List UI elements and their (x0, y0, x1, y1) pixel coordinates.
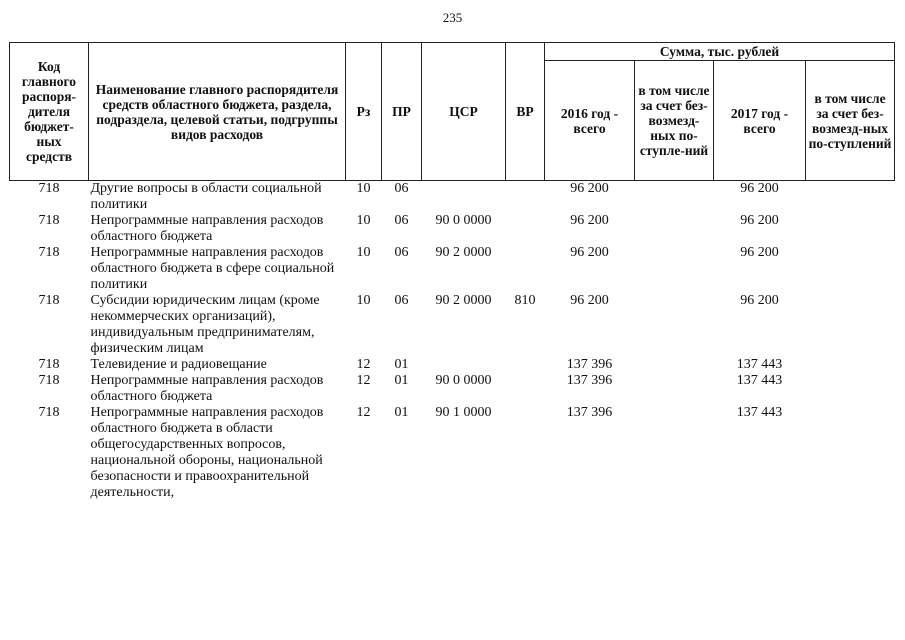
cell-2016-gratuitous (635, 373, 714, 405)
cell-2017-gratuitous (806, 293, 895, 357)
header-2016-gratuitous: в том числе за счет без-возмезд-ных по-ступле-ний (635, 61, 714, 181)
cell-vr (506, 245, 545, 293)
cell-csr: 90 0 0000 (435, 213, 492, 228)
cell-2016-total: 96 200 (570, 213, 609, 228)
header-2017-total: 2017 год - всего (714, 61, 806, 181)
table-row (10, 357, 895, 373)
cell-csr: 90 0 0000 (435, 373, 492, 388)
cell-pr: 01 (394, 357, 409, 372)
header-2016-total: 2016 год - всего (545, 61, 635, 181)
cell-rz: 10 (356, 245, 371, 260)
cell-pr: 06 (394, 181, 409, 196)
cell-pr: 06 (394, 245, 409, 260)
cell-name: Непрограммные направления расходов областного бюджета (90, 213, 324, 244)
cell-2017-total: 96 200 (740, 293, 779, 308)
cell-vr (506, 357, 545, 373)
cell-csr: 90 2 0000 (435, 245, 492, 260)
table-row (10, 245, 895, 293)
cell-pr: 06 (394, 213, 409, 228)
cell-2016-total: 137 396 (566, 405, 613, 420)
cell-rz: 12 (356, 373, 371, 388)
header-code: Код главного распоря-дителя бюджет-ных средств (10, 43, 89, 181)
cell-2017-total: 96 200 (740, 245, 779, 260)
cell-2016-total: 96 200 (570, 245, 609, 260)
header-2017-gratuitous: в том числе за счет без-возмезд-ных по-ступлений (806, 61, 895, 181)
cell-code: 718 (38, 181, 60, 196)
cell-name: Телевидение и радиовещание (90, 357, 267, 372)
cell-name: Непрограммные направления расходов областного бюджета в области общегосударственных вопросов, национальной обороны, национальной безопасности и правоохранительной деятельности, (90, 405, 324, 500)
header-name: Наименование главного распорядителя средств областного бюджета, раздела, подраздела, целевой статьи, подгруппы видов расходов (89, 43, 346, 181)
cell-2017-gratuitous (806, 245, 895, 293)
header-csr: ЦСР (422, 43, 506, 181)
cell-2016-total: 137 396 (566, 373, 613, 388)
page-number: 235 (442, 10, 463, 25)
cell-code: 718 (38, 245, 60, 260)
cell-csr (422, 357, 506, 373)
cell-pr: 01 (394, 373, 409, 388)
cell-2017-total: 96 200 (740, 213, 779, 228)
cell-code: 718 (38, 293, 60, 308)
cell-vr (506, 405, 545, 501)
header-rz: Рз (346, 43, 382, 181)
cell-vr (506, 373, 545, 405)
cell-2017-gratuitous (806, 405, 895, 501)
cell-name: Непрограммные направления расходов областного бюджета в сфере социальной политики (90, 245, 335, 292)
cell-code: 718 (38, 213, 60, 228)
cell-2016-gratuitous (635, 405, 714, 501)
cell-rz: 12 (356, 405, 371, 420)
cell-2017-total: 96 200 (740, 181, 779, 196)
cell-2016-total: 96 200 (570, 181, 609, 196)
table-row (10, 373, 895, 405)
cell-2017-gratuitous (806, 357, 895, 373)
cell-rz: 12 (356, 357, 371, 372)
table-row (10, 181, 895, 214)
cell-2017-total: 137 443 (736, 405, 783, 420)
cell-2016-total: 137 396 (566, 357, 613, 372)
cell-2016-gratuitous (635, 245, 714, 293)
header-sum-group: Сумма, тыс. рублей (545, 43, 895, 61)
cell-code: 718 (38, 357, 60, 372)
cell-code: 718 (38, 373, 60, 388)
table-row (10, 293, 895, 357)
cell-csr (422, 181, 506, 214)
cell-rz: 10 (356, 213, 371, 228)
budget-table (9, 42, 895, 501)
cell-2016-gratuitous (635, 357, 714, 373)
cell-rz: 10 (356, 181, 371, 196)
cell-2016-gratuitous (635, 213, 714, 245)
table-row (10, 213, 895, 245)
cell-rz: 10 (356, 293, 371, 308)
cell-name: Другие вопросы в области социальной политики (90, 181, 322, 212)
cell-csr: 90 1 0000 (435, 405, 492, 420)
cell-csr: 90 2 0000 (435, 293, 492, 308)
cell-2017-gratuitous (806, 181, 895, 214)
cell-vr (506, 181, 545, 214)
header-vr: ВР (506, 43, 545, 181)
cell-2017-gratuitous (806, 373, 895, 405)
cell-name: Непрограммные направления расходов областного бюджета (90, 373, 324, 404)
cell-2017-total: 137 443 (736, 357, 783, 372)
cell-2017-total: 137 443 (736, 373, 783, 388)
cell-name: Субсидии юридическим лицам (кроме некоммерческих организаций), индивидуальным предпринимателям, физическим лицам (90, 293, 320, 356)
cell-2016-gratuitous (635, 293, 714, 357)
cell-2017-gratuitous (806, 213, 895, 245)
cell-2016-total: 96 200 (570, 293, 609, 308)
cell-pr: 06 (394, 293, 409, 308)
header-pr: ПР (382, 43, 422, 181)
cell-vr: 810 (514, 293, 536, 308)
cell-pr: 01 (394, 405, 409, 420)
cell-2016-gratuitous (635, 181, 714, 214)
table-row (10, 405, 895, 501)
cell-code: 718 (38, 405, 60, 420)
cell-vr (506, 213, 545, 245)
